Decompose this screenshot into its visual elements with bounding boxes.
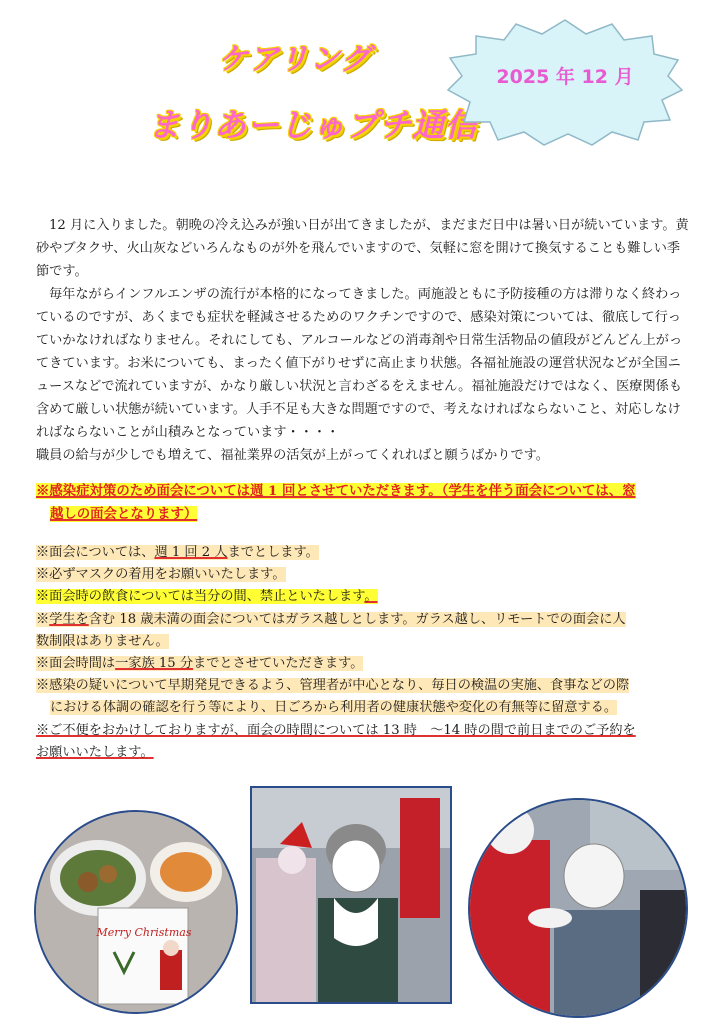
- rule-item: お願いいたします。: [36, 744, 154, 760]
- newsletter-title-line2: まりあーじゅプチ通信: [148, 106, 479, 144]
- christmas-card-text: Merry Christmas: [96, 926, 192, 939]
- rule-item: ※感染の疑いについて早期発見できるよう、管理者が中心となり、毎日の検温の実施、食事などの際: [36, 678, 630, 694]
- date-badge-text: 2025 年 12 月: [496, 66, 634, 88]
- rule-item: における体調の確認を行う等により、日ごろから利用者の健康状態や変化の有無等に留意する。: [50, 700, 618, 716]
- rule-item: ※面会については、週 1 回 2 人までとします。: [36, 545, 319, 560]
- notice-line: 越しの面会となります）: [50, 506, 198, 522]
- body-text: [36, 214, 690, 467]
- notice-line: ※感染症対策のため面会については週 1 回とさせていただきます。（学生を伴う面会については、窓: [36, 483, 636, 499]
- rule-item: 数制限はありません。: [36, 633, 169, 649]
- photo-resident-santa-hat: [250, 786, 452, 1004]
- body-paragraph: 職員の給与が少しでも増えて、福祉業界の活気が上がってくれればと願うばかりです。: [36, 448, 549, 463]
- body-paragraph: 毎年ながらインフルエンザの流行が本格的になってきました。両施設ともに予防接種の方は滞りなく終わっているのですが、あくまでも症状を軽減させるためのワクチンですので、感染対策については、徹底して行っていかなければなりません。それにしても、アルコールなどの消毒剤や日常生活物品の値段がどんどん上がってきています。お米についても、まったく値下がりせずに高止まり状態。各福祉施設の運営状況などが全国ニュースなどで流れていますが、かなり厳しい状況と言わざるをえません。福祉施設だけではなく、医療関係も含めて厳しい状態が続いています。人手不足も大きな問題ですので、考えなければならないこと、対応しなければならないことが山積みとなっています・・・・: [36, 287, 683, 440]
- rule-item: ※必ずマスクの着用をお願いいたします。: [36, 567, 286, 583]
- photo-resident-meal-assist: [468, 798, 688, 1018]
- visit-rules: [36, 542, 690, 764]
- rule-item: ※面会時間は一家族 15 分までとさせていただきます。: [36, 656, 364, 672]
- visit-notice: [36, 480, 690, 526]
- photo-christmas-meal: [34, 810, 238, 1014]
- rule-item: ※学生を含む 18 歳未満の面会についてはガラス越しとします。ガラス越し、リモートでの面会に人: [36, 611, 626, 627]
- rule-item: ※ご不便をおかけしておりますが、面会の時間については 13 時 ～14 時の間で前日までのご予約を: [36, 722, 636, 738]
- newsletter-title-line1: ケアリング: [218, 42, 372, 77]
- rule-item: ※面会時の飲食については当分の間、禁止といたします。: [36, 589, 378, 605]
- body-paragraph: 12 月に入りました。朝晩の冷え込みが強い日が出てきましたが、まだまだ日中は暑い日が続いています。黄砂やブタクサ、火山灰などいろんなものが外を飛んでいますので、気軽に窓を開けて換気することも難しい季節です。: [36, 218, 689, 279]
